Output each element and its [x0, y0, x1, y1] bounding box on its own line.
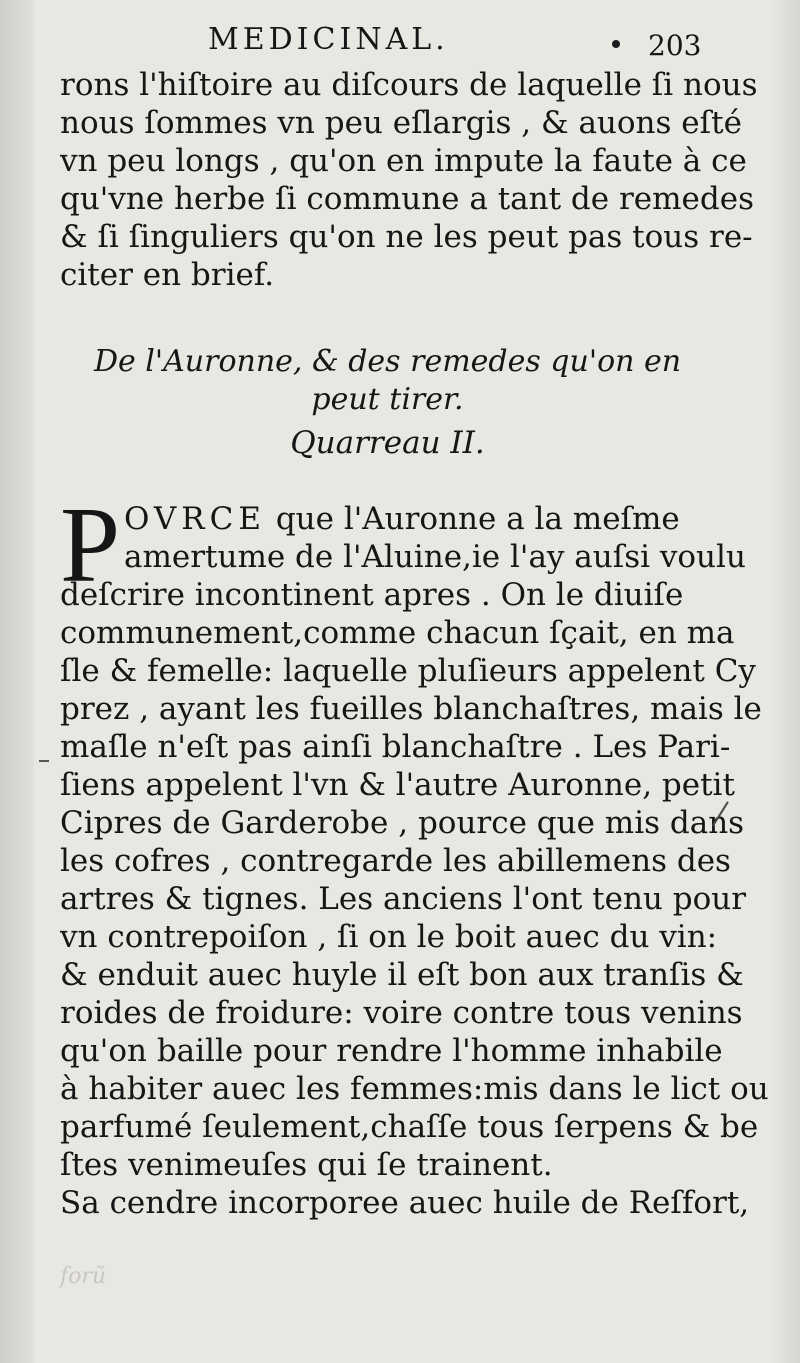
heading-line: peut tirer. — [311, 382, 464, 417]
text-line: maſle n'eſt pas ainſi blanchaſtre . Les Pari- — [60, 729, 731, 765]
continuation-paragraph — [60, 66, 758, 294]
text-line: vn contrepoiſon , ſi on le boit auec du vin: — [60, 919, 718, 955]
text-line: roides de froidure: voire contre tous venins — [60, 995, 743, 1031]
lead-capitals: OVRCE — [124, 501, 266, 537]
body-paragraph — [60, 500, 769, 1222]
text-line: parfumé ſeulement,chaſſe tous ſerpens & be — [60, 1109, 759, 1145]
drop-cap: P — [60, 486, 121, 605]
text-line: ſle & femelle: laquelle pluſieurs appelent Cy — [60, 653, 756, 689]
first-line — [60, 500, 715, 538]
section-subheading: Quarreau II. — [290, 425, 485, 461]
section-heading — [60, 343, 715, 419]
text-line: & ſi ſinguliers qu'on ne les peut pas tous re- — [60, 219, 753, 255]
text-line: Cipres de Garderobe , pource que mis dans — [60, 805, 745, 841]
gutter-shadow — [0, 0, 34, 1363]
text-line: & enduit auec huyle il eſt bon aux tranſis & — [60, 957, 744, 993]
text-line: prez , ayant les fueilles blanchaſtres, mais le — [60, 691, 762, 727]
heading-line: De l'Auronne, & des remedes qu'on en — [93, 344, 682, 379]
catchword: forũ — [60, 1264, 107, 1289]
text-line: ſiens appelent l'vn & l'autre Auronne, petit — [60, 767, 735, 803]
text-line: citer en brief. — [60, 257, 275, 293]
text-line: communement,comme chacun ſçait, en ma — [60, 615, 735, 651]
text-line: nous ſommes vn peu eſlargis , & auons eſté — [60, 105, 742, 141]
page-edge — [770, 0, 800, 1363]
margin-mark — [39, 760, 49, 762]
text-line: artres & tignes. Les anciens l'ont tenu pour — [60, 881, 747, 917]
closing-line: Sa cendre incorporee auec huile de Reſfort, — [60, 1185, 750, 1221]
text-line: ſtes venimeuſes qui ſe trainent. — [60, 1147, 553, 1183]
text-line: deſcrire incontinent apres . On le diuiſe — [60, 577, 684, 613]
text-line: qu'vne herbe ſi commune a tant de remedes — [60, 181, 754, 217]
text-line: rons l'hiſtoire au diſcours de laquelle ſi nous — [60, 67, 758, 103]
text-line: les cofres , contregarde les abillemens des — [60, 843, 731, 879]
running-head — [0, 20, 800, 60]
ornament-dot — [612, 40, 620, 48]
text-line: à habiter auec les femmes:mis dans le lict ou — [60, 1071, 769, 1107]
running-title: MEDICINAL. — [208, 22, 449, 57]
first-line-text: que l'Auronne a la meſme — [275, 501, 680, 537]
page-number: 203 — [648, 29, 702, 62]
text-line: qu'on baille pour rendre l'homme inhabile — [60, 1033, 723, 1069]
text-line: vn peu longs , qu'on en impute la faute à ce — [60, 143, 747, 179]
text-line: amertume de l'Aluine,ie l'ay auſsi voulu — [124, 539, 746, 575]
